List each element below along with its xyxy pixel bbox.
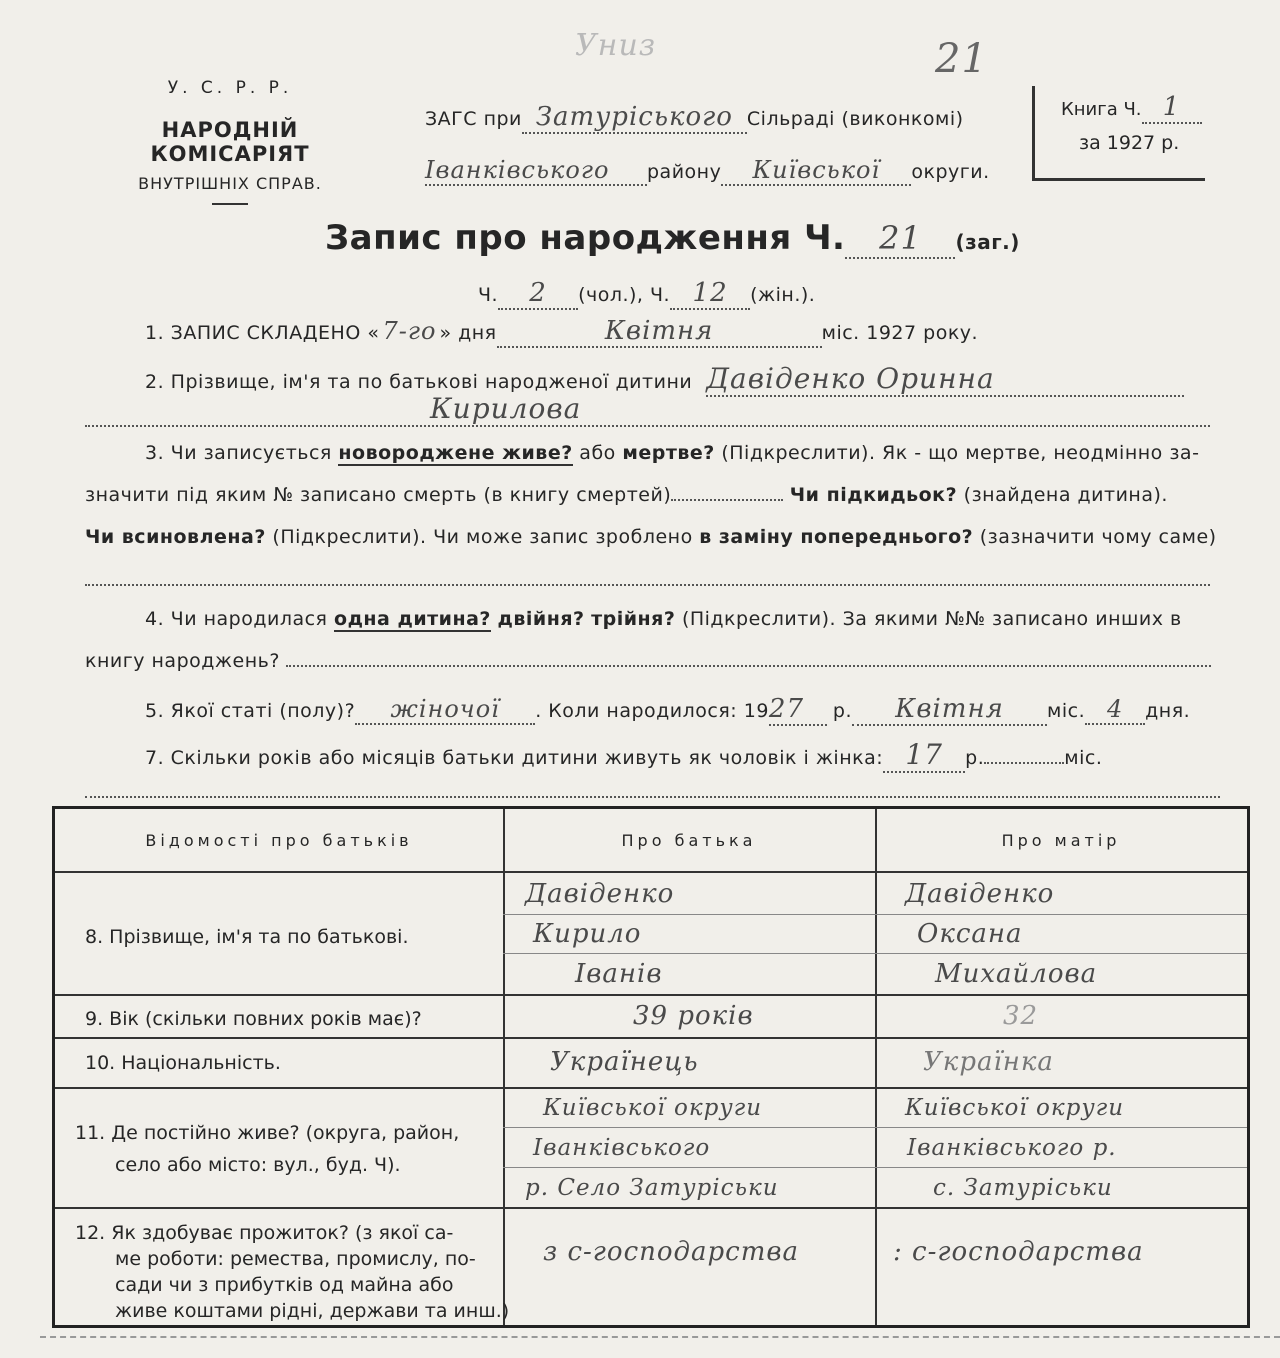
mother-nationality: Українка [923,1047,1054,1077]
male-number: 2 [498,278,578,310]
item-1-day-label: » дня [439,322,497,344]
row-8-sub-1 [503,914,1247,915]
father-okruha: Київської округи [543,1095,763,1121]
item-7-r: р. [965,747,985,769]
option-single: одна дитина? [334,608,491,630]
item-3-or: або [579,442,616,464]
item-4-book-ref: книгу народжень? [85,650,280,672]
zags-label: ЗАГС при [425,108,522,130]
item-1-suffix: міс. 1927 року. [821,322,979,344]
item-3-line-1 [145,442,1199,464]
okruha-label: округи. [911,161,990,183]
book-box [1032,86,1205,181]
father-district: Іванківського [533,1135,711,1161]
item-7-label: 7. Скільки років або місяців батьки дитини живуть як чоловік і жінка: [145,747,884,769]
item-4-line-2 [85,650,1211,672]
mother-patronymic: Михайлова [935,959,1098,989]
general-label: (заг.) [955,230,1020,254]
parents-table [52,806,1250,1328]
mother-occupation: : с-господарства [893,1237,1144,1267]
father-village: р. Село Затуріськи [525,1175,779,1201]
row-8-label: 8. Прізвище, ім'я та по батькові. [85,926,409,948]
page-number: 21 [935,36,988,82]
item-7-blank-line [85,788,1220,798]
item-3-death-ref: значити під яким № записано смерть (в книгу смертей) [85,484,672,506]
counts-line [478,278,815,310]
col-divider-1 [503,809,505,1325]
row-9-label: 9. Вік (скільки повних років має)? [85,1008,422,1030]
item-4-instructions: (Підкреслити). За якими №№ записано инших в [681,608,1182,630]
book-year: за 1927 р. [1079,132,1180,154]
item-2-patronymic: Кирилова [85,392,1210,427]
row-9-divider [55,1037,1247,1039]
item-4-blank [286,665,1211,667]
mother-village: с. Затуріськи [933,1175,1113,1201]
female-label: (жін.). [750,284,816,306]
option-triplets: трійня? [591,608,676,630]
record-title-line [325,218,1020,259]
father-name: Кирило [533,919,642,949]
row-11-label-1: 11. Де постійно живе? (округа, район, [75,1122,460,1144]
item-3-death-blank [671,499,783,501]
district-label: району [647,161,722,183]
col-header-info: Відомості про батьків [145,831,413,850]
row-12-label-3: сади чи з прибутків од майна або [115,1274,454,1296]
internal-affairs-label: ВНУТРІШНІХ СПРАВ. [138,174,322,193]
item-5-day: 4 [1085,695,1145,725]
divider [212,203,248,205]
item-1-day: 7-го [382,317,437,345]
row-12-label-4: живе коштами рідні, держави та инш.) [115,1300,510,1322]
council-label: Сільраді (виконкомі) [746,108,964,130]
row-8-divider [55,994,1247,996]
option-replacement: в заміну попереднього? [699,526,974,548]
item-3-reason-note: (зазначити чому саме) [979,526,1217,548]
district-line [425,156,990,186]
commissariat-label: НАРОДНІЙ КОМІСАРІЯТ [150,118,310,166]
col-header-father: Про батька [621,831,757,850]
item-5-sex: жіночої [355,695,535,725]
item-5-year: 27 [769,694,827,726]
item-3-instructions: (Підкреслити). Як - що мертве, неодмінно за- [721,442,1200,464]
father-nationality: Українець [550,1047,699,1077]
issuer-block [80,78,380,205]
item-1-month: Квітня [497,316,822,348]
option-alive: новороджене живе? [338,442,573,464]
mother-okruha: Київської округи [905,1095,1125,1121]
item-4-text: 4. Чи народилася [145,608,328,630]
item-4-line-1 [145,608,1182,630]
row-10-label: 10. Національність. [85,1052,281,1074]
row-12-label-2: ме роботи: ремества, промислу, по- [115,1248,476,1270]
option-adopted: Чи всиновлена? [85,526,266,548]
female-number: 12 [670,278,750,310]
book-number: 1 [1142,92,1202,124]
item-5-mis: міс. [1047,700,1086,722]
mother-name: Оксана [917,919,1023,949]
record-title: Запис про народження Ч. [325,218,846,258]
item-5-month: Квітня [852,694,1047,726]
item-2-child-name: Давіденко Оринна [706,362,1184,397]
header-divider [55,871,1247,873]
option-foundling: Чи підкидьок? [789,484,958,506]
item-7-years: 17 [883,738,965,773]
item-5-label: 5. Якої статі (полу)? [145,700,356,722]
row-11-sub-1 [503,1127,1247,1128]
district-name: Іванківського [425,156,647,186]
father-age: 39 років [633,1001,754,1031]
option-dead: мертве? [622,442,715,464]
mother-surname: Давіденко [905,879,1055,909]
item-2-label: 2. Прізвище, ім'я та по батькові народженої дитини [145,371,693,393]
row-11-divider [55,1207,1247,1209]
item-1-prefix: 1. ЗАПИС СКЛАДЕНО « [145,322,380,344]
item-7-mis: міс. [1064,747,1103,769]
mother-district: Іванківського р. [907,1135,1117,1161]
row-12-label-1: 12. Як здобуває прожиток? (з якої са- [75,1222,454,1244]
item-5-dnia: дня. [1145,700,1191,722]
top-pencil-note: Униз [575,28,657,63]
row-11-sub-2 [503,1167,1247,1168]
okruha-name: Київської [721,156,911,186]
row-8-sub-2 [503,953,1247,954]
father-occupation: з с-господарства [543,1237,800,1267]
record-number: 21 [845,219,955,259]
page-bottom-edge [40,1336,1280,1338]
item-3-line-2 [85,484,1168,506]
item-5 [145,694,1190,726]
book-label: Книга Ч. [1061,99,1142,120]
item-1 [145,316,978,348]
item-3-text: 3. Чи записується [145,442,332,464]
male-label: (чол.), Ч. [578,284,671,306]
village-name: Затуріського [522,102,747,134]
item-3-replacement-text: (Підкреслити). Чи може запис зроблено [272,526,693,548]
item-3-foundling-note: (знайдена дитина). [963,484,1168,506]
item-3-blank-line [85,574,1210,586]
option-twins: двійня? [497,608,585,630]
row-11-label-2: село або місто: вул., буд. Ч). [115,1154,401,1176]
col-header-mother: Про матір [1001,831,1121,850]
item-2-continued [85,392,1210,427]
row-10-divider [55,1087,1247,1089]
mother-age: 32 [1003,1001,1039,1031]
father-surname: Давіденко [525,879,675,909]
father-patronymic: Іванів [575,959,663,989]
item-5-r: р. [832,700,853,722]
item-7 [145,738,1102,773]
zags-line [425,102,964,134]
ussr-label: У. С. Р. Р. [167,78,293,98]
item-5-when: . Коли народилося: 19 [535,700,769,722]
item-7-months-blank [984,762,1064,764]
col-divider-2 [875,809,877,1325]
ch-label: Ч. [478,284,499,306]
item-3-line-3 [85,526,1217,548]
